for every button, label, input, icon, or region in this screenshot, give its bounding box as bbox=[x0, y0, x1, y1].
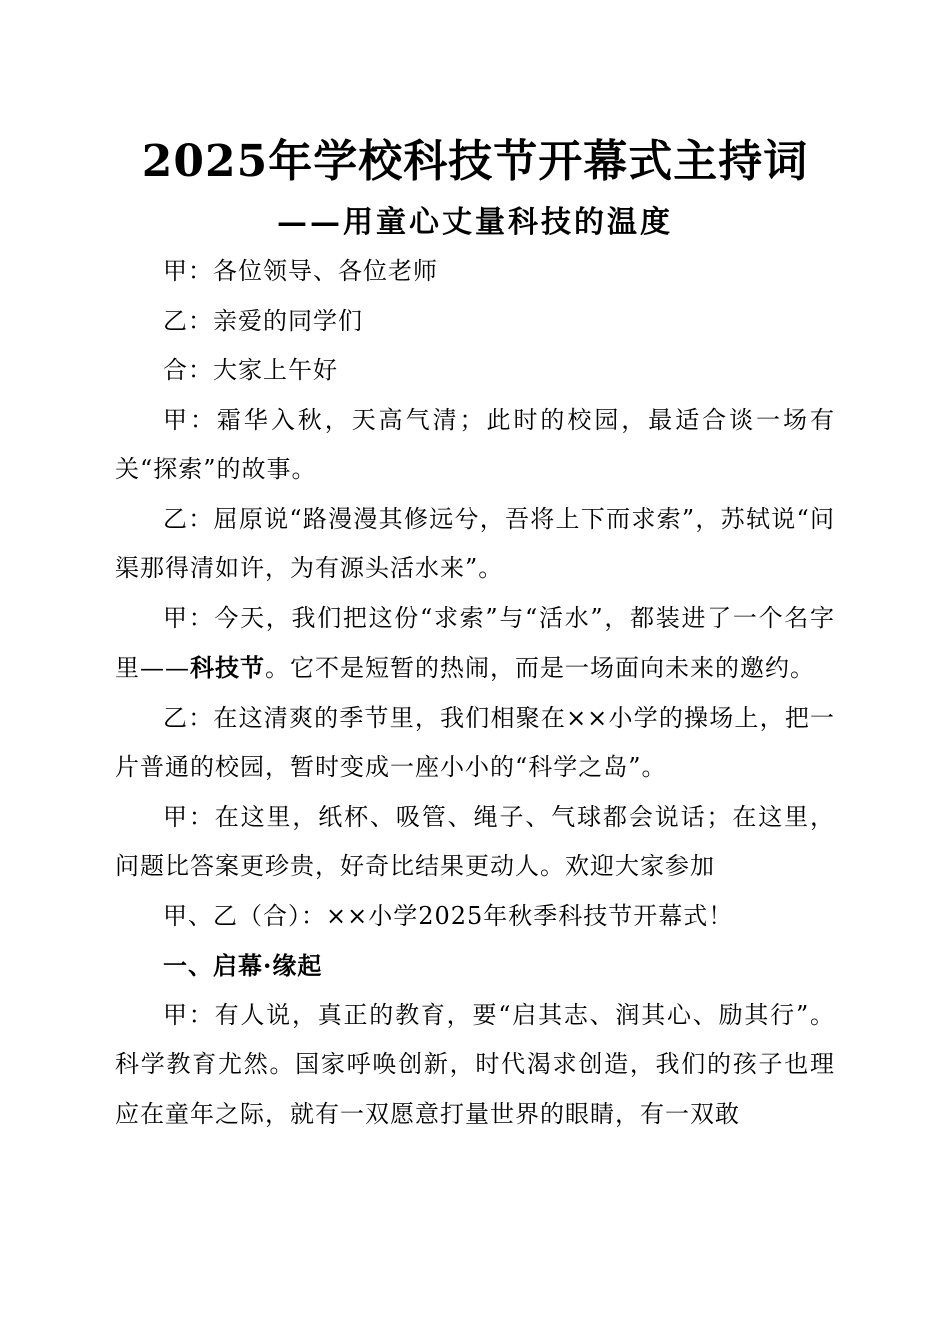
paragraph bbox=[115, 991, 835, 1140]
paragraph-text: 霜华入秋，天高气清；此时的校园，最适合谈一场有关“探索”的故事。 bbox=[115, 405, 836, 483]
paragraph bbox=[115, 247, 835, 297]
section-heading: 一、启幕·缘起 bbox=[163, 951, 323, 980]
bold-term: 科技节 bbox=[190, 653, 265, 682]
paragraph bbox=[115, 396, 835, 495]
paragraph bbox=[115, 793, 835, 892]
speaker-label: 乙： bbox=[163, 306, 213, 335]
speaker-label: 甲： bbox=[163, 1000, 215, 1029]
paragraph bbox=[115, 346, 835, 396]
speaker-label: 甲： bbox=[163, 257, 213, 285]
speaker-label: 甲： bbox=[163, 405, 217, 434]
paragraph-text: 在这清爽的季节里，我们相聚在××小学的操场上，把一片普通的校园，暂时变成一座小小的“科学之岛”。 bbox=[115, 703, 836, 781]
document-subtitle: ——用童心丈量科技的温度 bbox=[277, 205, 673, 240]
paragraph bbox=[115, 892, 835, 942]
paragraph-text: 今天，我们把这份“求索”与“活水”，都装进了一个名字里—— bbox=[115, 603, 836, 682]
paragraph-text: 。它不是短暂的热闹，而是一场面向未来的邀约。 bbox=[265, 654, 815, 682]
paragraph-text: 大家上午好 bbox=[213, 356, 338, 384]
paragraph-text: 屈原说“路漫漫其修远兮，吾将上下而求索”，苏轼说“问渠那得清如许，为有源头活水来”。 bbox=[115, 504, 836, 582]
paragraph-text: ××小学2025年秋季科技节开幕式！ bbox=[326, 901, 734, 930]
document-title: 2025年学校科技节开幕式主持词 bbox=[141, 136, 809, 187]
paragraph-text: 在这里，纸杯、吸管、绳子、气球都会说话；在这里，问题比答案更珍贵，好奇比结果更动人。欢迎大家参加 bbox=[115, 802, 836, 880]
document-body bbox=[115, 247, 835, 1139]
speaker-label: 甲： bbox=[163, 603, 215, 632]
paragraph-text: 各位领导、各位老师 bbox=[213, 257, 438, 285]
paragraph bbox=[115, 495, 835, 594]
paragraph bbox=[115, 297, 835, 347]
speaker-label: 乙： bbox=[163, 504, 214, 533]
paragraph-text: 有人说，真正的教育，要“启其志、润其心、励其行”。科学教育尤然。国家呼唤创新，时代渴求创造，我们的孩子也理应在童年之际，就有一双愿意打量世界的眼睛，有一双敢 bbox=[115, 1000, 835, 1128]
speaker-label: 合： bbox=[163, 356, 213, 384]
speaker-label: 乙： bbox=[163, 703, 214, 732]
paragraph bbox=[115, 694, 835, 793]
paragraph-text: 亲爱的同学们 bbox=[213, 306, 363, 335]
paragraph bbox=[115, 594, 835, 694]
speaker-label: 甲、乙（合）： bbox=[163, 901, 326, 930]
speaker-label: 甲： bbox=[163, 802, 215, 831]
